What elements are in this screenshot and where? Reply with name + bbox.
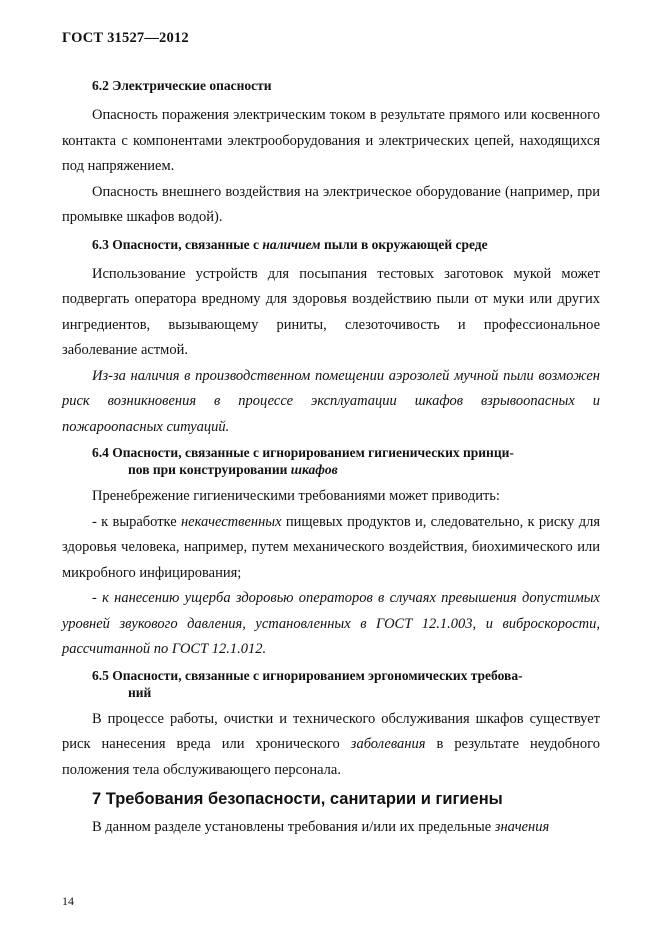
text: - к выработке xyxy=(92,513,181,530)
title-line-2 xyxy=(92,461,600,478)
emphasis: значения xyxy=(494,819,550,835)
emphasis: некачественных xyxy=(180,513,282,530)
title-emphasis: шкафов xyxy=(290,462,338,477)
title-emphasis: наличием xyxy=(262,236,321,252)
section-6-4-title xyxy=(62,444,600,478)
section-6-5-paragraph-1 xyxy=(62,707,600,784)
section-6-3-title xyxy=(62,235,600,255)
title-line-2: ний xyxy=(128,684,152,700)
text: В данном разделе установлены требования и/или их предельные xyxy=(92,819,495,835)
title-line-1: 6.5 Опасности, связанные с игнорированием эргономических требова- xyxy=(92,667,523,683)
section-6-2-paragraph-1: Опасность поражения электрическим током в результате прямого или косвенного контакта с компонентами электрооборудования и электрических цепей, находящихся под напряжением. xyxy=(62,107,600,174)
text: пищевых продуктов и, следовательно, к риску для здоровья человека, например, путем механического воздействия, биохимического или микробного инфицирования; xyxy=(62,513,600,581)
page-number: 14 xyxy=(62,894,74,908)
section-6-3-paragraph-2: Из-за наличия в производственном помещении аэрозолей мучной пыли возможен риск возникновения в процессе эксплуатации шкафов взрывоопасных и пожароопасных ситуаций. xyxy=(62,367,600,435)
title-line-1: 6.4 Опасности, связанные с игнорированием гигиенических принци- xyxy=(92,445,514,460)
title-text: 6.3 Опасности, связанные с xyxy=(92,236,263,252)
section-6-2-paragraph-2: Опасность внешнего воздействия на электрическое оборудование (например, при промывке шкафов водой). xyxy=(62,183,600,225)
text: В процессе работы, очистки и технического обслуживания шкафов существует риск нанесения вреда или хронического xyxy=(62,710,600,752)
title-text: пов при конструировании xyxy=(128,462,291,477)
page-header-standard: ГОСТ 31527—2012 xyxy=(62,30,189,46)
title-text: пыли в окружающей среде xyxy=(320,236,488,252)
text: в результате неудобного положения тела обслуживающего персонала. xyxy=(62,736,600,778)
section-6-2-title: 6.2 Электрические опасности xyxy=(92,78,272,93)
section-6-3-paragraph-1: Использование устройств для посыпания тестовых заготовок мукой может подвергать оператора вредному для здоровья воздействию пыли от муки или других ингредиентов, вызывающему риниты, слезоточивость и профессиональное заболевание астмой. xyxy=(62,265,600,358)
section-7-paragraph-1 xyxy=(62,815,600,841)
section-6-4-paragraph-1: Пренебрежение гигиеническими требованиями может приводить: xyxy=(92,488,500,504)
section-6-5-title xyxy=(62,667,600,701)
section-6-4-list-item-2: - к нанесению ущерба здоровью операторов в случаях превышения допустимых уровней звукового давления, установленных в ГОСТ 12.1.003, и виброскорости, рассчитанной по ГОСТ 12.1.012. xyxy=(62,590,600,657)
section-6-4-list-item-1 xyxy=(62,510,600,587)
section-7-title: 7 Требования безопасности, санитарии и гигиены xyxy=(92,790,503,808)
emphasis: заболевания xyxy=(350,736,426,752)
document-body xyxy=(62,76,600,841)
